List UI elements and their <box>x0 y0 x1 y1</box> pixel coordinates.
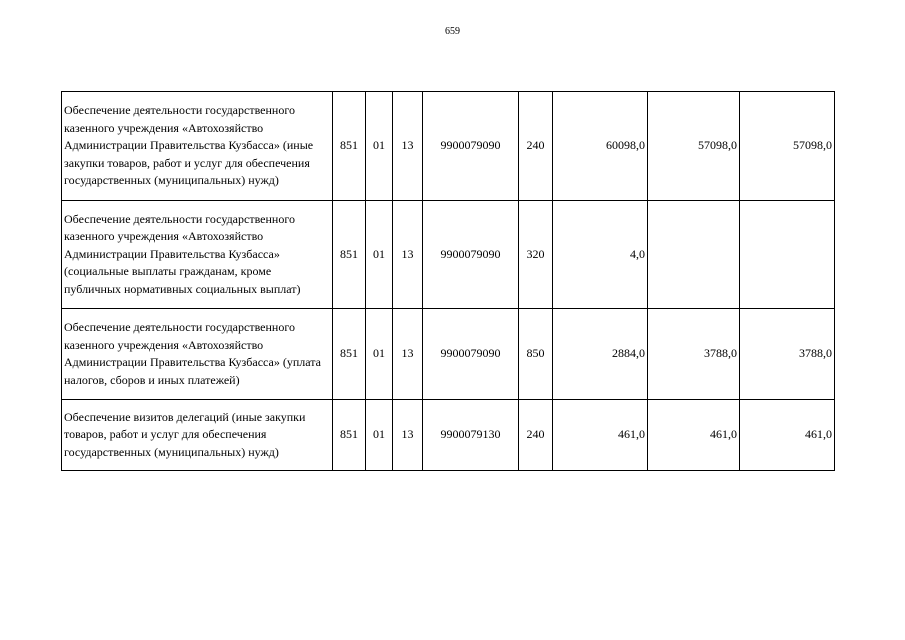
expense-type-code: 240 <box>519 92 553 201</box>
subsection-code: 13 <box>393 309 423 400</box>
ministry-code: 851 <box>333 92 366 201</box>
row-description: Обеспечение визитов делегаций (иные закупки товаров, работ и услуг для обеспечения государственных (муниципальных) нужд) <box>62 400 333 471</box>
subsection-code: 13 <box>393 92 423 201</box>
section-code: 01 <box>366 92 393 201</box>
table-row <box>62 400 835 471</box>
ministry-code: 851 <box>333 201 366 309</box>
amount-year-2: 3788,0 <box>648 309 740 400</box>
section-code: 01 <box>366 201 393 309</box>
amount-year-1: 60098,0 <box>553 92 648 201</box>
row-description: Обеспечение деятельности государственного казенного учреждения «Автохозяйство Администрации Правительства Кузбасса» (уплата налогов, сборов и иных платежей) <box>62 309 333 400</box>
amount-year-3: 3788,0 <box>740 309 835 400</box>
amount-year-2 <box>648 201 740 309</box>
section-code: 01 <box>366 309 393 400</box>
expense-type-code: 240 <box>519 400 553 471</box>
table-row <box>62 309 835 400</box>
ministry-code: 851 <box>333 400 366 471</box>
row-description: Обеспечение деятельности государственного казенного учреждения «Автохозяйство Администрации Правительства Кузбасса» (социальные выплаты гражданам, кроме публичных нормативных социальных выплат) <box>62 201 333 309</box>
amount-year-1: 2884,0 <box>553 309 648 400</box>
amount-year-2: 57098,0 <box>648 92 740 201</box>
expense-type-code: 850 <box>519 309 553 400</box>
row-description: Обеспечение деятельности государственного казенного учреждения «Автохозяйство Администрации Правительства Кузбасса» (иные закупки товаров, работ и услуг для обеспечения государственных (муниципальных) нужд) <box>62 92 333 201</box>
table-row <box>62 201 835 309</box>
budget-table <box>61 91 835 471</box>
amount-year-1: 461,0 <box>553 400 648 471</box>
target-article-code: 9900079090 <box>423 92 519 201</box>
subsection-code: 13 <box>393 400 423 471</box>
amount-year-3: 461,0 <box>740 400 835 471</box>
amount-year-1: 4,0 <box>553 201 648 309</box>
table-row <box>62 92 835 201</box>
amount-year-3 <box>740 201 835 309</box>
section-code: 01 <box>366 400 393 471</box>
target-article-code: 9900079130 <box>423 400 519 471</box>
page-number: 659 <box>445 26 460 37</box>
target-article-code: 9900079090 <box>423 201 519 309</box>
expense-type-code: 320 <box>519 201 553 309</box>
target-article-code: 9900079090 <box>423 309 519 400</box>
subsection-code: 13 <box>393 201 423 309</box>
amount-year-3: 57098,0 <box>740 92 835 201</box>
ministry-code: 851 <box>333 309 366 400</box>
amount-year-2: 461,0 <box>648 400 740 471</box>
